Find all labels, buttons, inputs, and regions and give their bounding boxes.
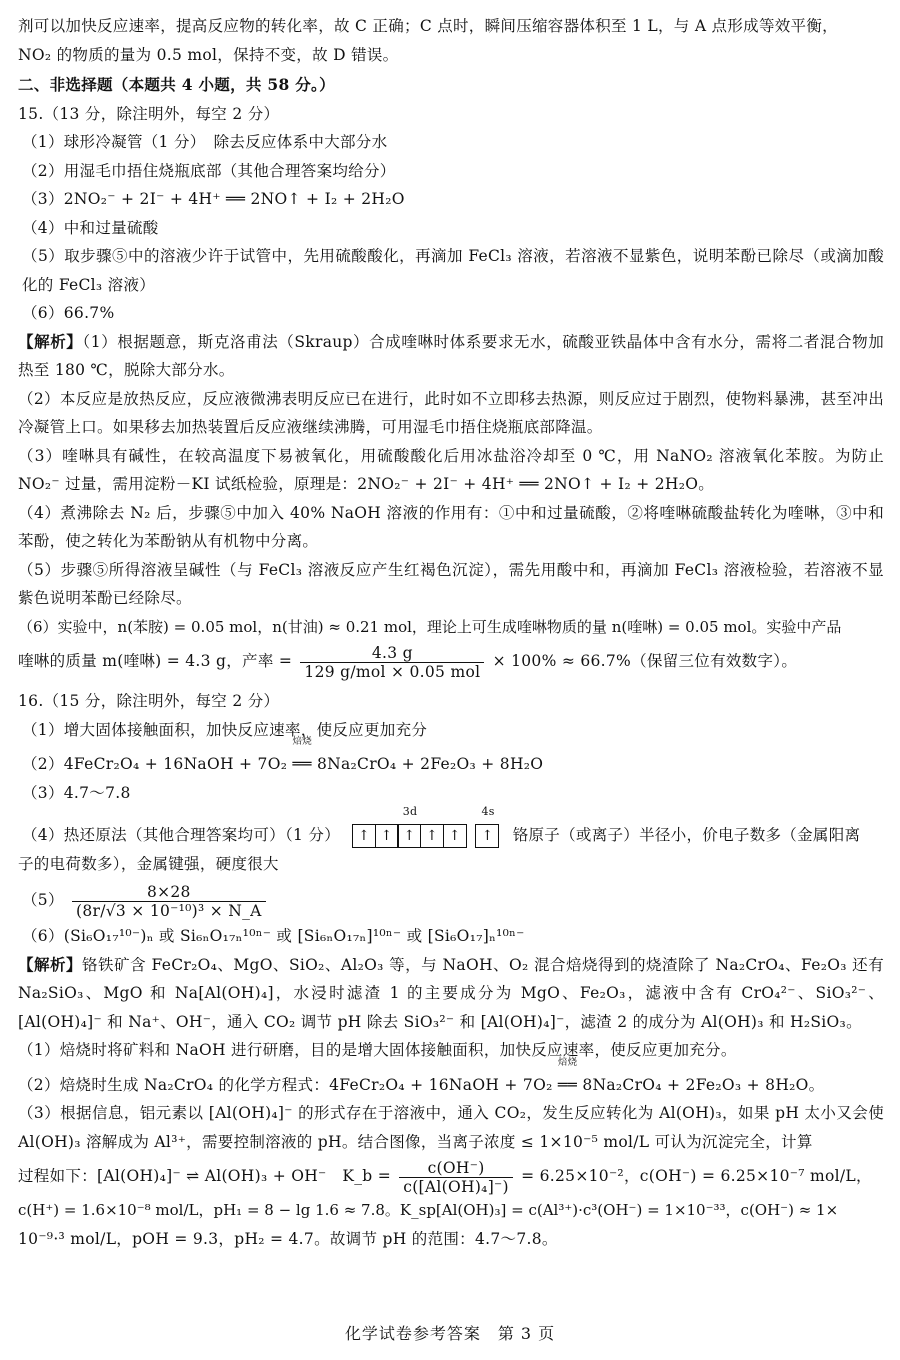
question-16-heading: 16.（15 分，除注明外，每空 2 分） [18,692,280,710]
q16-answer-4 [18,805,884,850]
analysis-text: 喹啉的质量 m(喹啉) = 4.3 g，产率 = [18,652,293,670]
fraction-numerator: 4.3 g [300,644,484,663]
orbital-4s [477,805,500,848]
q15-answer-4: （4）中和过量硫酸 [22,218,159,237]
q15-answer-2: （2）用湿毛巾捂住烧瓶底部（其他合理答案均给分） [22,161,396,180]
q15-analysis-5: （5）步骤⑤所得溶液呈碱性（与 FeCl₃ 溶液反应产生红褐色沉淀），需先用酸中和，再滴加 FeCl₃ 溶液检验，若溶液不显紫色说明苯酚已经除尽。 [18,560,884,607]
equation-right: 8Na₂CrO₄ + 2Fe₂O₃ + 8H₂O [316,755,544,773]
equation-left: （2）4FeCr₂O₄ + 16NaOH + 7O₂ [22,755,288,773]
q16-answer-6: （6）(Si₆O₁₇¹⁰⁻)ₙ 或 Si₆ₙO₁₇ₙ¹⁰ⁿ⁻ 或 [Si₆ₙO₁₇ₙ]¹⁰ⁿ⁻ 或 [Si₆O₁₇]ₙ¹⁰ⁿ⁻ [22,927,525,945]
q15-analysis-1 [18,328,884,385]
analysis-text: （2）焙烧时生成 Na₂CrO₄ 的化学方程式：4FeCr₂O₄ + 16NaOH + 7O₂ [18,1075,553,1094]
fraction-denominator: c([Al(OH)₄]⁻) [403,1177,509,1196]
orbital-cell: ↑ [397,824,421,848]
orbital-cell: ↑ [443,824,467,848]
kb-fraction [399,1159,513,1196]
q16-answer-1: （1）增大固体接触面积，加快反应速率，使反应更加充分 [22,720,428,739]
analysis-text: = 6.25×10⁻²，c(OH⁻) = 6.25×10⁻⁷ mol/L， [521,1167,872,1185]
analysis-text: 8Na₂CrO₄ + 2Fe₂O₃ + 8H₂O。 [582,1075,825,1094]
orbital-diagram [353,805,499,848]
orbital-label-3d: 3d [402,805,418,818]
q16-answer-2 [18,736,884,779]
answer-text: （4）热还原法（其他合理答案均可）（1 分） [22,826,341,844]
q15-answer-5: （5）取步骤⑤中的溶液少许于试管中，先用硫酸酸化，再滴加 FeCl₃ 溶液，若溶液不显紫色，说明苯酚已除尽（或滴加酸化的 FeCl₃ 溶液） [22,247,884,294]
fraction-denominator: (8r/√3 × 10⁻¹⁰)³ × N_A [76,901,262,920]
text-line: NO₂ 的物质的量为 0.5 mol，保持不变，故 D 错误。 [18,45,399,64]
q15-analysis-3: （3）喹啉具有碱性，在较高温度下易被氧化，用硫酸酸化后用冰盐浴冷却至 0 ℃，用 NaNO₂ 溶液氧化苯胺。为防止 NO₂⁻ 过量，需用淀粉－KI 试纸检验，原理是：2NO₂⁻ + 2I⁻ + 4H⁺ ══ 2NO↑ + I₂ + 2H₂O。 [18,446,884,493]
q15-answer-6: （6）66.7% [22,304,115,322]
q15-analysis-6b [18,641,884,681]
q15-answer-3: （3）2NO₂⁻ + 2I⁻ + 4H⁺ ══ 2NO↑ + I₂ + 2H₂O [22,190,405,208]
q16-analysis-3c: c(H⁺) = 1.6×10⁻⁸ mol/L，pH₁ = 8 − lg 1.6 ≈ 7.8。K_sp[Al(OH)₃] = c(Al³⁺)·c³(OH⁻) = 1×10⁻³³，c(OH⁻) ≈ 1× [18,1201,839,1219]
fraction-numerator: c(OH⁻) [399,1159,513,1178]
text-line: 剂可以加快反应速率，提高反应物的转化率，故 C 正确；C 点时，瞬间压缩容器体积至 1 L，与 A 点形成等效平衡， [18,17,838,35]
yield-fraction [300,644,484,681]
analysis-text: 过程如下：[Al(OH)₄]⁻ ⇌ Al(OH)₃ + OH⁻ K_b = [18,1167,391,1185]
question-15-heading: 15.（13 分，除注明外，每空 2 分） [18,104,280,123]
q15-analysis-6a: （6）实验中，n(苯胺) = 0.05 mol，n(甘油) ≈ 0.21 mol，理论上可生成喹啉物质的量 n(喹啉) = 0.05 mol。实验中产品 [18,617,842,636]
q15-analysis-4: （4）煮沸除去 N₂ 后，步骤⑤中加入 40% NaOH 溶液的作用有：①中和过量硫酸，②将喹啉硫酸盐转化为喹啉，③中和苯酚，使之转化为苯酚钠从有机物中分离。 [18,503,884,550]
q16-answer-5 [18,878,884,922]
q16-analysis-0 [18,951,884,1037]
q15-analysis-2: （2）本反应是放热反应，反应液微沸表明反应已在进行，此时如不立即移去热源，则反应过于剧烈，使物料暴沸，甚至冲出冷凝管上口。如果移去加热装置后反应液继续沸腾，可用湿毛巾捂住烧瓶底部降温。 [18,389,884,436]
answer-text: 铬原子（或离子）半径小，价电子数多（金属阳离 [512,826,861,844]
analysis-text: （1）根据题意，斯克洛甫法（Skraup）合成喹啉时体系要求无水，硫酸亚铁晶体中含有水分，需将二者混合物加热至 180 ℃，脱除大部分水。 [18,332,884,379]
q16-analysis-1: （1）焙烧时将矿料和 NaOH 进行研磨，目的是增大固体接触面积，加快反应速率，使反应更加充分。 [18,1041,737,1059]
orbital-cell: ↑ [420,824,444,848]
q16-answer-4-cont: 子的电荷数多），金属键强，硬度很大 [18,854,279,873]
orbital-cell: ↑ [352,824,376,848]
q16-analysis-2 [18,1056,884,1100]
q16-answer-3: （3）4.7～7.8 [22,783,131,802]
section-heading: 二、非选择题（本题共 4 小题，共 58 分。） [18,75,335,94]
orbital-label-4s: 4s [481,805,495,818]
orbital-cell: ↑ [375,824,399,848]
fraction-numerator: 8×28 [72,883,266,902]
density-fraction [72,883,266,920]
page-footer: 化学试卷参考答案 第 3 页 [344,1324,556,1343]
fraction-denominator: 129 g/mol × 0.05 mol [304,662,481,681]
analysis-label: 【解析】 [18,954,83,974]
answer-label: （5） [22,891,64,909]
analysis-text: × 100% ≈ 66.7%（保留三位有效数字）。 [492,652,798,670]
q16-analysis-3b [18,1156,884,1196]
reaction-arrow: 焙烧 ══ [557,1056,578,1094]
orbital-cell: ↑ [475,824,499,848]
q15-answer-1: （1）球形冷凝管（1 分） 除去反应体系中大部分水 [22,133,388,151]
analysis-label: 【解析】 [18,331,83,351]
orbital-3d [353,805,467,848]
reaction-condition: 焙烧 [292,736,313,747]
reaction-arrow: 焙烧 ══ [292,736,313,773]
q16-analysis-3: （3）根据信息，铝元素以 [Al(OH)₄]⁻ 的形式存在于溶液中，通入 CO₂，发生反应转化为 Al(OH)₃，如果 pH 太小又会使 Al(OH)₃ 溶解成为 Al³⁺，需要控制溶液的 pH。结合图像，当离子浓度 ≤ 1×10⁻⁵ mol/L 可认为沉淀完全，计算 [18,1104,884,1151]
analysis-text: 铬铁矿含 FeCr₂O₄、MgO、SiO₂、Al₂O₃ 等，与 NaOH、O₂ 混合焙烧得到的烧渣除了 Na₂CrO₄、Fe₂O₃ 还有 Na₂SiO₃、MgO 和 Na[Al(OH)₄]，水浸时滤渣 1 的主要成分为 MgO、Fe₂O₃，滤液中含有 CrO₄²⁻、SiO₃²⁻、[Al(OH)₄]⁻ 和 Na⁺、OH⁻，通入 CO₂ 调节 pH 除去 SiO₃²⁻ 和 [Al(OH)₄]⁻，滤渣 2 的成分为 Al(OH)₃ 和 H₂SiO₃。 [18,955,884,1031]
reaction-condition: 焙烧 [557,1056,578,1068]
q16-analysis-3d: 10⁻⁹·³ mol/L，pOH = 9.3，pH₂ = 4.7。故调节 pH 的范围：4.7～7.8。 [18,1229,558,1248]
